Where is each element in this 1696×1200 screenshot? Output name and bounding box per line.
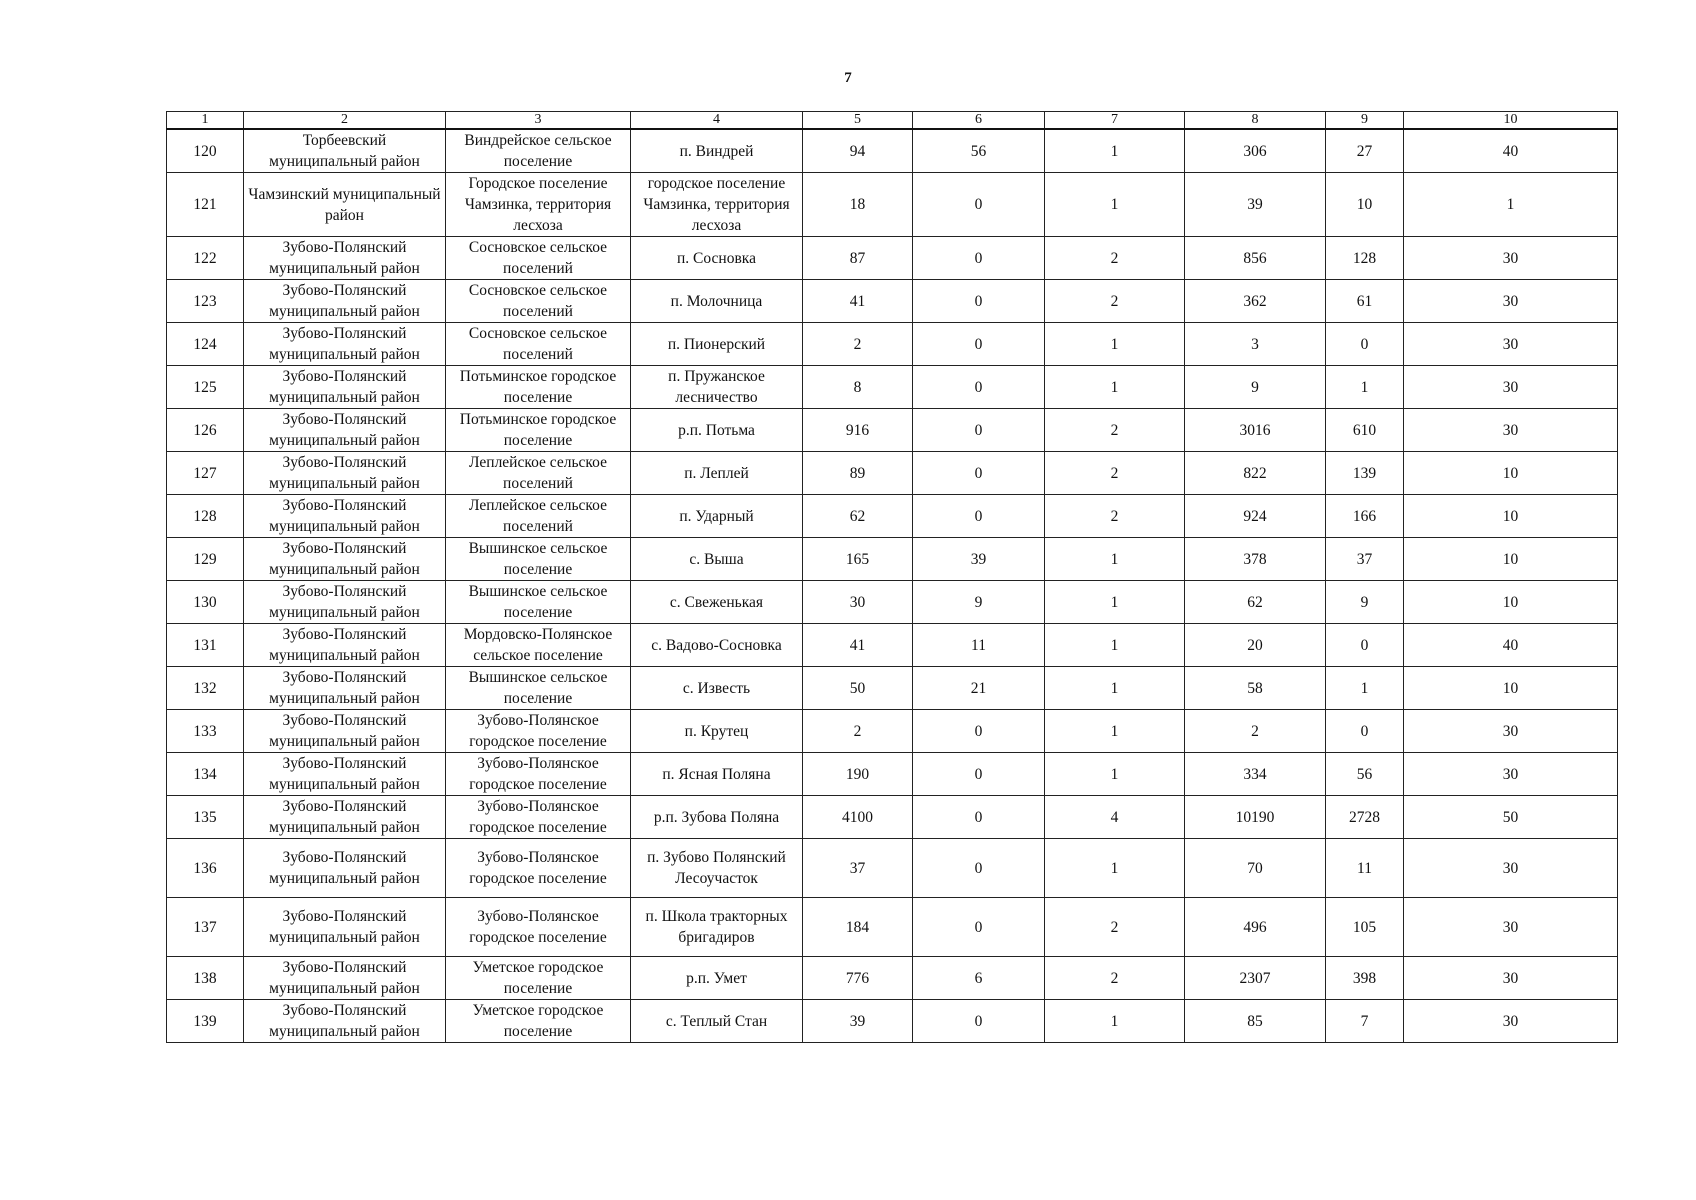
value-cell-8: 334 [1185,753,1326,796]
district-cell: Зубово-Полянский муниципальный район [244,538,446,581]
district-cell: Зубово-Полянский муниципальный район [244,624,446,667]
locality-cell: с. Теплый Стан [631,1000,803,1043]
value-cell-10: 10 [1404,581,1618,624]
value-cell-9: 10 [1326,173,1404,237]
row-number-cell: 129 [167,538,244,581]
value-cell-5: 94 [803,129,913,173]
value-cell-7: 4 [1045,796,1185,839]
value-cell-7: 1 [1045,323,1185,366]
value-cell-10: 40 [1404,624,1618,667]
column-header: 5 [803,112,913,130]
row-number-cell: 122 [167,237,244,280]
value-cell-6: 9 [913,581,1045,624]
value-cell-9: 7 [1326,1000,1404,1043]
district-cell: Зубово-Полянский муниципальный район [244,581,446,624]
value-cell-9: 139 [1326,452,1404,495]
district-cell: Зубово-Полянский муниципальный район [244,495,446,538]
column-header: 9 [1326,112,1404,130]
column-header: 3 [446,112,631,130]
value-cell-6: 6 [913,957,1045,1000]
settlement-cell: Зубово-Полянское городское поселение [446,796,631,839]
value-cell-7: 2 [1045,495,1185,538]
district-cell: Зубово-Полянский муниципальный район [244,409,446,452]
value-cell-5: 87 [803,237,913,280]
table-body [167,129,1618,1043]
value-cell-10: 50 [1404,796,1618,839]
district-cell: Зубово-Полянский муниципальный район [244,796,446,839]
district-cell: Зубово-Полянский муниципальный район [244,839,446,898]
value-cell-9: 128 [1326,237,1404,280]
settlement-cell: Вышинское сельское поселение [446,581,631,624]
value-cell-8: 62 [1185,581,1326,624]
value-cell-6: 21 [913,667,1045,710]
row-number-cell: 138 [167,957,244,1000]
district-cell: Зубово-Полянский муниципальный район [244,237,446,280]
table-row [167,538,1618,581]
value-cell-8: 10190 [1185,796,1326,839]
value-cell-6: 0 [913,495,1045,538]
district-cell: Зубово-Полянский муниципальный район [244,753,446,796]
value-cell-9: 610 [1326,409,1404,452]
row-number-cell: 121 [167,173,244,237]
row-number-cell: 128 [167,495,244,538]
locality-cell: с. Известь [631,667,803,710]
district-cell: Зубово-Полянский муниципальный район [244,957,446,1000]
value-cell-8: 39 [1185,173,1326,237]
table-header [167,112,1618,130]
value-cell-8: 70 [1185,839,1326,898]
value-cell-5: 18 [803,173,913,237]
value-cell-5: 190 [803,753,913,796]
settlement-cell: Вышинское сельское поселение [446,538,631,581]
settlement-cell: Зубово-Полянское городское поселение [446,898,631,957]
district-cell: Чамзинский муниципальный район [244,173,446,237]
district-cell: Зубово-Полянский муниципальный район [244,452,446,495]
value-cell-8: 924 [1185,495,1326,538]
value-cell-6: 11 [913,624,1045,667]
table-row [167,624,1618,667]
value-cell-10: 30 [1404,323,1618,366]
table-row [167,667,1618,710]
value-cell-8: 306 [1185,129,1326,173]
locality-cell: п. Крутец [631,710,803,753]
value-cell-5: 165 [803,538,913,581]
settlement-cell: Сосновское сельское поселений [446,237,631,280]
value-cell-10: 30 [1404,1000,1618,1043]
value-cell-6: 0 [913,898,1045,957]
settlement-cell: Зубово-Полянское городское поселение [446,710,631,753]
locality-cell: п. Ударный [631,495,803,538]
row-number-cell: 130 [167,581,244,624]
value-cell-8: 856 [1185,237,1326,280]
value-cell-9: 166 [1326,495,1404,538]
value-cell-9: 0 [1326,624,1404,667]
value-cell-8: 822 [1185,452,1326,495]
district-cell: Зубово-Полянский муниципальный район [244,366,446,409]
value-cell-10: 30 [1404,957,1618,1000]
value-cell-10: 10 [1404,538,1618,581]
value-cell-9: 56 [1326,753,1404,796]
settlement-cell: Сосновское сельское поселений [446,280,631,323]
value-cell-10: 30 [1404,366,1618,409]
value-cell-7: 1 [1045,710,1185,753]
value-cell-10: 30 [1404,753,1618,796]
table-row [167,753,1618,796]
value-cell-5: 4100 [803,796,913,839]
page-number: 7 [844,70,852,86]
locality-cell: п. Пружанское лесничество [631,366,803,409]
table-row [167,452,1618,495]
district-cell: Зубово-Полянский муниципальный район [244,667,446,710]
row-number-cell: 120 [167,129,244,173]
value-cell-6: 0 [913,409,1045,452]
value-cell-7: 1 [1045,624,1185,667]
locality-cell: п. Ясная Поляна [631,753,803,796]
locality-cell: с. Свеженькая [631,581,803,624]
value-cell-8: 9 [1185,366,1326,409]
value-cell-8: 3 [1185,323,1326,366]
column-header: 2 [244,112,446,130]
table-row [167,173,1618,237]
column-header: 1 [167,112,244,130]
value-cell-9: 11 [1326,839,1404,898]
value-cell-10: 10 [1404,495,1618,538]
value-cell-5: 2 [803,710,913,753]
settlement-cell: Виндрейское сельское поселение [446,129,631,173]
column-header: 8 [1185,112,1326,130]
row-number-cell: 135 [167,796,244,839]
column-header: 10 [1404,112,1618,130]
table-row [167,898,1618,957]
value-cell-7: 1 [1045,366,1185,409]
locality-cell: с. Выша [631,538,803,581]
value-cell-9: 37 [1326,538,1404,581]
value-cell-8: 2 [1185,710,1326,753]
table-row [167,495,1618,538]
value-cell-10: 30 [1404,237,1618,280]
value-cell-6: 0 [913,237,1045,280]
value-cell-6: 0 [913,323,1045,366]
district-cell: Зубово-Полянский муниципальный район [244,280,446,323]
value-cell-6: 56 [913,129,1045,173]
table-row [167,366,1618,409]
row-number-cell: 132 [167,667,244,710]
value-cell-10: 30 [1404,898,1618,957]
table-row [167,237,1618,280]
value-cell-8: 3016 [1185,409,1326,452]
value-cell-6: 0 [913,173,1045,237]
row-number-cell: 136 [167,839,244,898]
row-number-cell: 133 [167,710,244,753]
value-cell-7: 2 [1045,452,1185,495]
value-cell-9: 0 [1326,710,1404,753]
table-row [167,957,1618,1000]
settlement-cell: Зубово-Полянское городское поселение [446,753,631,796]
value-cell-8: 2307 [1185,957,1326,1000]
value-cell-5: 39 [803,1000,913,1043]
column-header: 7 [1045,112,1185,130]
value-cell-7: 1 [1045,538,1185,581]
value-cell-5: 184 [803,898,913,957]
value-cell-10: 30 [1404,839,1618,898]
locality-cell: п. Зубово Полянский Лесоучасток [631,839,803,898]
value-cell-7: 2 [1045,898,1185,957]
value-cell-6: 0 [913,753,1045,796]
district-cell: Зубово-Полянский муниципальный район [244,1000,446,1043]
value-cell-5: 37 [803,839,913,898]
value-cell-8: 85 [1185,1000,1326,1043]
value-cell-6: 0 [913,839,1045,898]
settlement-cell: Потьминское городское поселение [446,366,631,409]
value-cell-6: 0 [913,366,1045,409]
locality-cell: п. Пионерский [631,323,803,366]
row-number-cell: 137 [167,898,244,957]
value-cell-9: 105 [1326,898,1404,957]
value-cell-5: 41 [803,280,913,323]
value-cell-10: 1 [1404,173,1618,237]
value-cell-5: 50 [803,667,913,710]
value-cell-7: 1 [1045,581,1185,624]
data-table [166,111,1618,1043]
value-cell-7: 2 [1045,280,1185,323]
value-cell-10: 30 [1404,280,1618,323]
column-header: 4 [631,112,803,130]
locality-cell: с. Вадово-Сосновка [631,624,803,667]
settlement-cell: Зубово-Полянское городское поселение [446,839,631,898]
value-cell-6: 0 [913,280,1045,323]
value-cell-7: 1 [1045,667,1185,710]
table-row [167,796,1618,839]
table-row [167,409,1618,452]
value-cell-5: 2 [803,323,913,366]
value-cell-6: 0 [913,710,1045,753]
value-cell-9: 1 [1326,667,1404,710]
value-cell-9: 1 [1326,366,1404,409]
value-cell-9: 9 [1326,581,1404,624]
locality-cell: п. Школа тракторных бригадиров [631,898,803,957]
column-header: 6 [913,112,1045,130]
table-row [167,280,1618,323]
locality-cell: р.п. Потьма [631,409,803,452]
locality-cell: р.п. Умет [631,957,803,1000]
value-cell-6: 0 [913,796,1045,839]
row-number-cell: 126 [167,409,244,452]
value-cell-8: 20 [1185,624,1326,667]
value-cell-5: 89 [803,452,913,495]
row-number-cell: 124 [167,323,244,366]
value-cell-6: 39 [913,538,1045,581]
value-cell-8: 362 [1185,280,1326,323]
locality-cell: городское поселение Чамзинка, территория лесхоза [631,173,803,237]
header-row [167,112,1618,130]
value-cell-5: 41 [803,624,913,667]
row-number-cell: 125 [167,366,244,409]
settlement-cell: Леплейское сельское поселений [446,495,631,538]
value-cell-9: 0 [1326,323,1404,366]
locality-cell: п. Леплей [631,452,803,495]
value-cell-7: 1 [1045,839,1185,898]
value-cell-5: 8 [803,366,913,409]
value-cell-7: 1 [1045,129,1185,173]
row-number-cell: 123 [167,280,244,323]
table-row [167,1000,1618,1043]
value-cell-9: 27 [1326,129,1404,173]
value-cell-10: 10 [1404,452,1618,495]
value-cell-10: 40 [1404,129,1618,173]
value-cell-9: 398 [1326,957,1404,1000]
district-cell: Зубово-Полянский муниципальный район [244,323,446,366]
locality-cell: п. Виндрей [631,129,803,173]
settlement-cell: Уметское городское поселение [446,957,631,1000]
value-cell-7: 2 [1045,409,1185,452]
value-cell-8: 496 [1185,898,1326,957]
row-number-cell: 134 [167,753,244,796]
settlement-cell: Сосновское сельское поселений [446,323,631,366]
table-row [167,129,1618,173]
value-cell-9: 61 [1326,280,1404,323]
value-cell-8: 378 [1185,538,1326,581]
value-cell-10: 30 [1404,409,1618,452]
district-cell: Зубово-Полянский муниципальный район [244,710,446,753]
settlement-cell: Леплейское сельское поселений [446,452,631,495]
settlement-cell: Мордовско-Полянское сельское поселение [446,624,631,667]
value-cell-5: 30 [803,581,913,624]
value-cell-5: 62 [803,495,913,538]
table-row [167,581,1618,624]
value-cell-5: 776 [803,957,913,1000]
row-number-cell: 131 [167,624,244,667]
row-number-cell: 127 [167,452,244,495]
table-row [167,710,1618,753]
value-cell-10: 10 [1404,667,1618,710]
value-cell-7: 1 [1045,1000,1185,1043]
district-cell: Торбеевский муниципальный район [244,129,446,173]
district-cell: Зубово-Полянский муниципальный район [244,898,446,957]
value-cell-7: 1 [1045,173,1185,237]
row-number-cell: 139 [167,1000,244,1043]
value-cell-7: 2 [1045,237,1185,280]
locality-cell: п. Сосновка [631,237,803,280]
value-cell-9: 2728 [1326,796,1404,839]
value-cell-8: 58 [1185,667,1326,710]
locality-cell: р.п. Зубова Поляна [631,796,803,839]
value-cell-10: 30 [1404,710,1618,753]
value-cell-5: 916 [803,409,913,452]
settlement-cell: Вышинское сельское поселение [446,667,631,710]
settlement-cell: Уметское городское поселение [446,1000,631,1043]
table-row [167,323,1618,366]
locality-cell: п. Молочница [631,280,803,323]
settlement-cell: Городское поселение Чамзинка, территория лесхоза [446,173,631,237]
value-cell-6: 0 [913,1000,1045,1043]
value-cell-7: 1 [1045,753,1185,796]
table-row [167,839,1618,898]
value-cell-6: 0 [913,452,1045,495]
value-cell-7: 2 [1045,957,1185,1000]
settlement-cell: Потьминское городское поселение [446,409,631,452]
